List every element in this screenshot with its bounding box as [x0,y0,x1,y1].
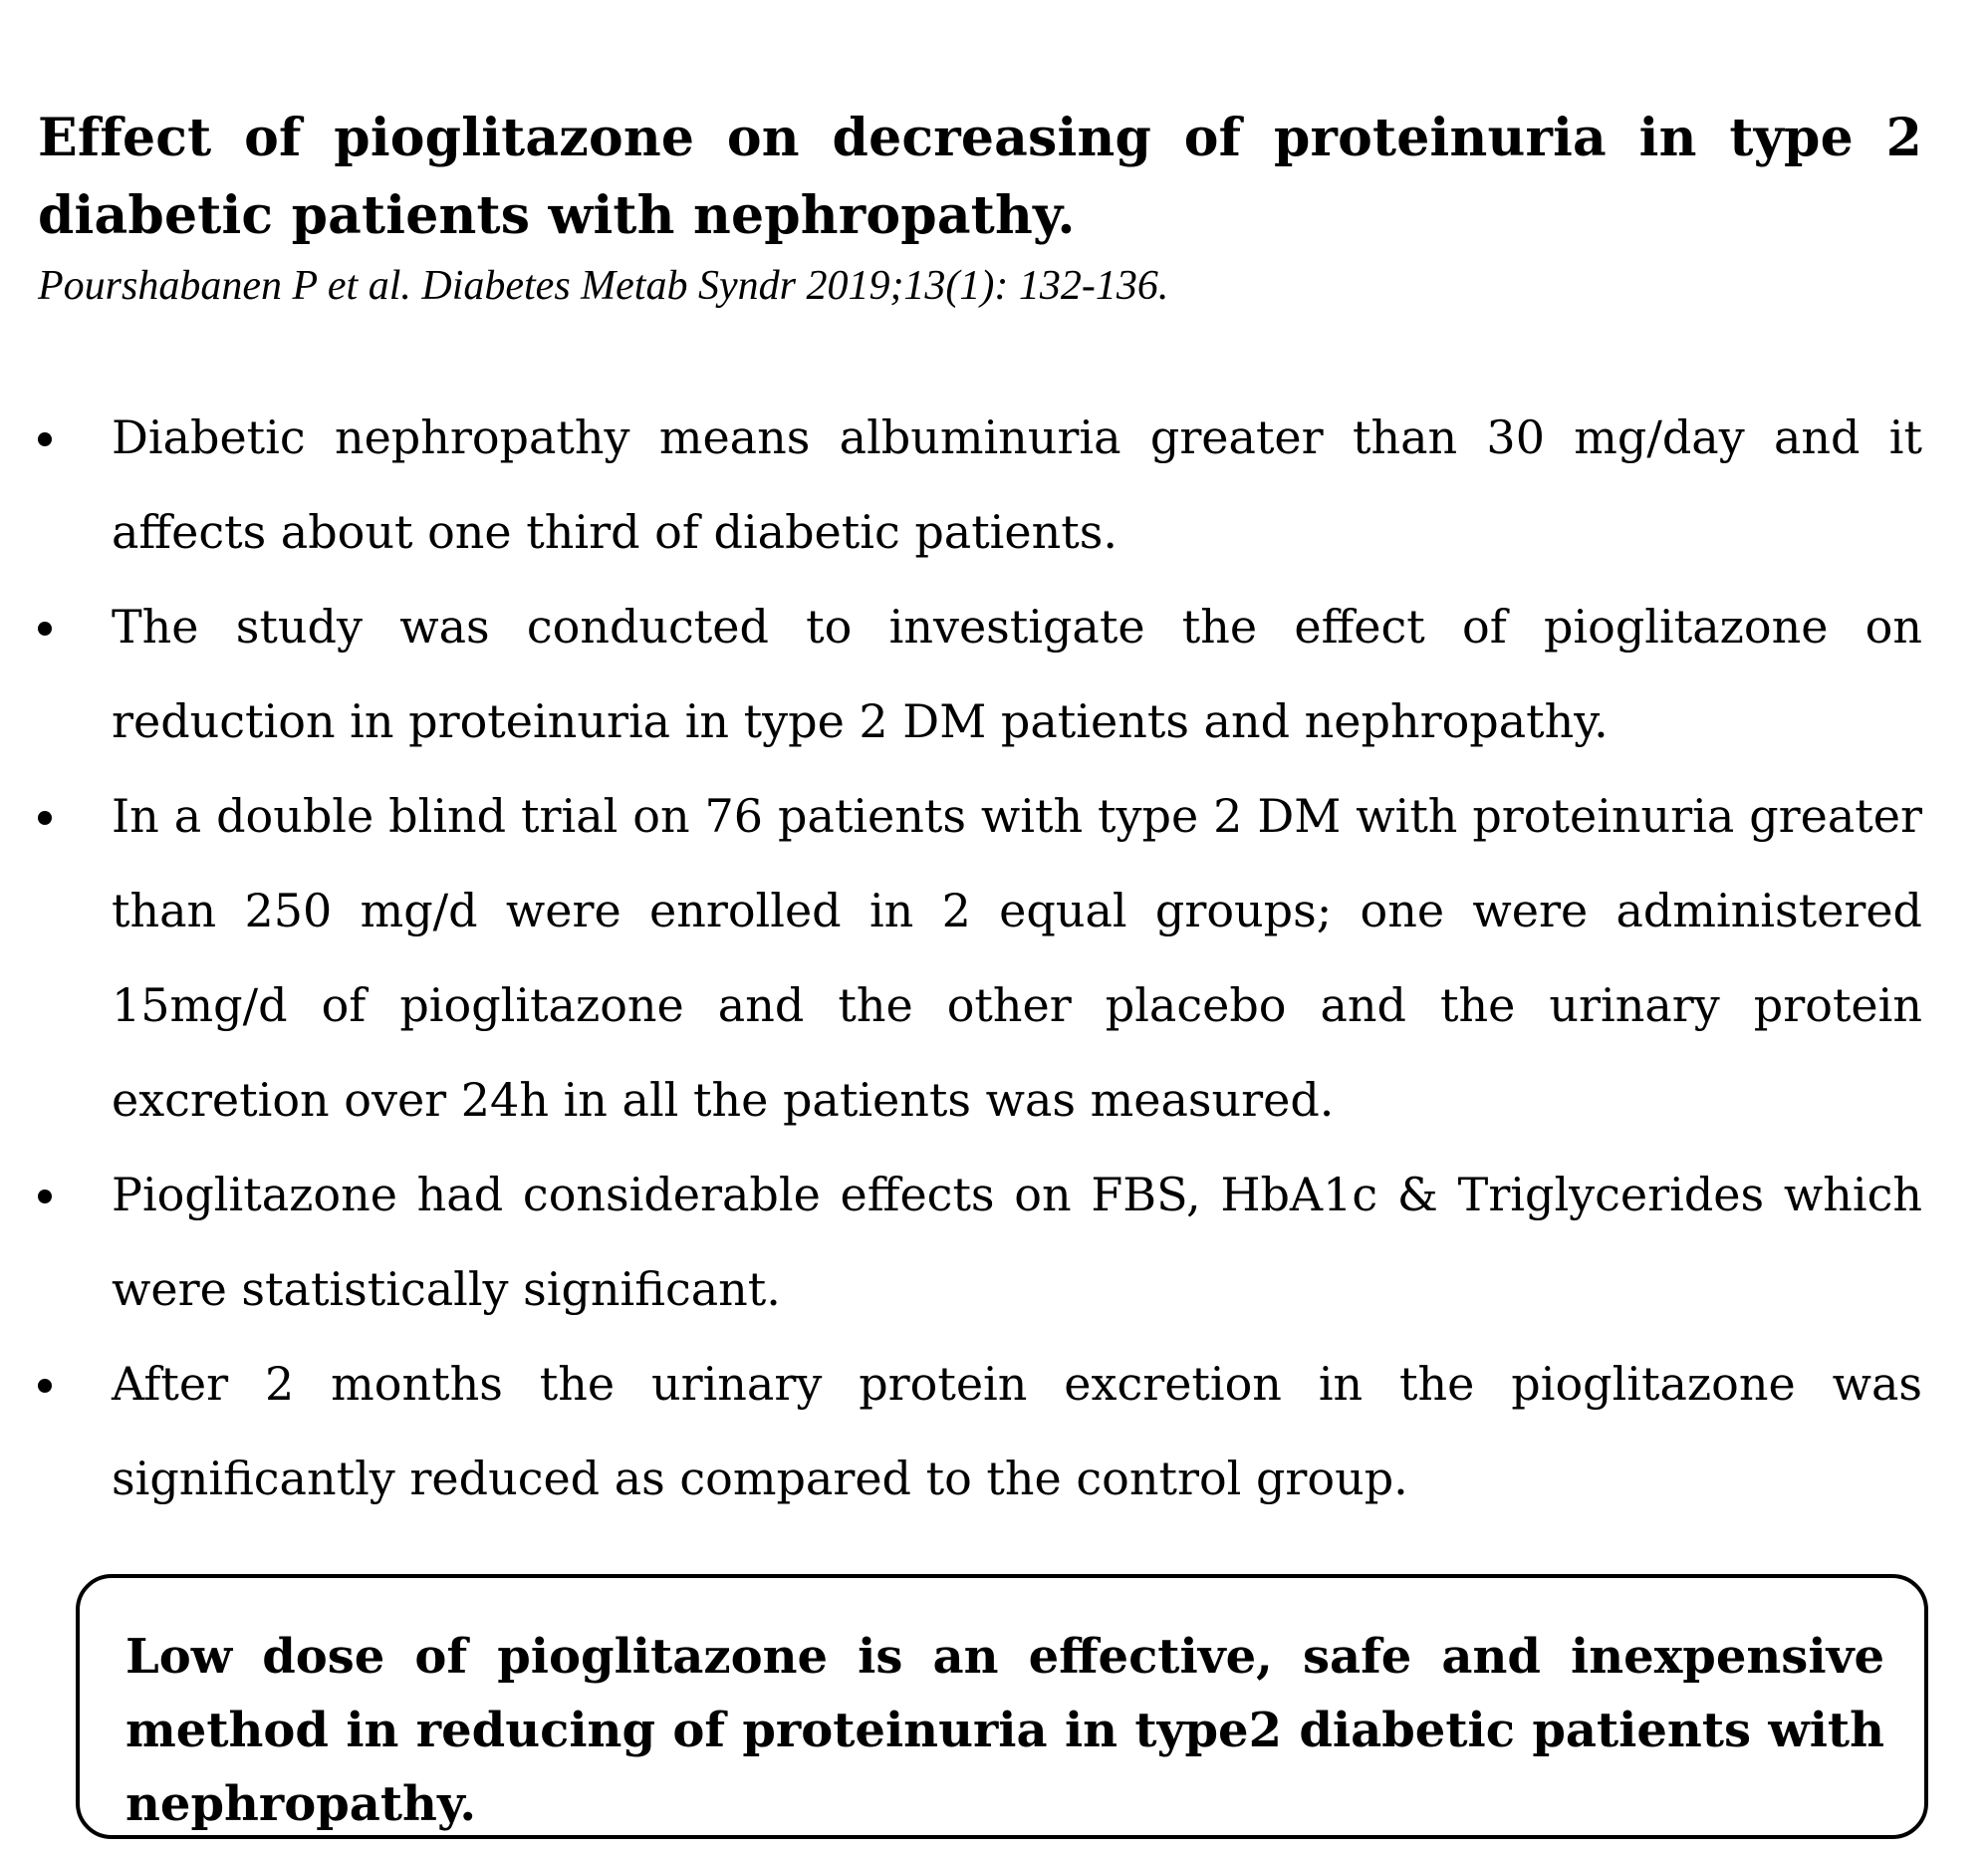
bullet-text: Diabetic nephropathy means albuminuria greater than 30 mg/day and it affects about one third of diabetic patients. [112,410,1922,559]
conclusion-text: Low dose of pioglitazone is an effective, safe and inexpensive method in reducing of proteinuria in type2 diabetic patients with nephropathy. [125,1629,1884,1832]
citation: Pourshabanen P et al. Diabetes Metab Syndr 2019;13(1): 132-136. [38,263,1169,309]
bullet-dot-icon [38,1190,52,1203]
bullet-dot-icon [38,432,52,446]
bullet-text: The study was conducted to investigate the effect of pioglitazone on reduction in proteinuria in type 2 DM patients and nephropathy. [112,600,1922,748]
bullet-text: In a double blind trial on 76 patients with type 2 DM with proteinuria greater than 250 mg/d were enrolled in 2 equal groups; one were administered 15mg/d of pioglitazone and the other placebo and the urinary protein excretion over 24h in all the patients was measured. [112,789,1922,1127]
bullet-text: After 2 months the urinary protein excretion in the pioglitazone was significantly reduced as compared to the control group. [112,1357,1922,1505]
conclusion-box [76,1574,1928,1839]
bullet-dot-icon [38,811,52,825]
bullet-dot-icon [38,1379,52,1393]
bullet-item-3 [0,769,1988,1148]
bullet-item-4 [0,1148,1988,1337]
bullet-dot-icon [38,622,52,636]
bullet-item-1 [0,391,1988,580]
bullet-item-5 [0,1337,1988,1526]
document-title: Effect of pioglitazone on decreasing of proteinuria in type 2 diabetic patients with nephropathy. [38,108,1922,246]
bullet-text: Pioglitazone had considerable effects on FBS, HbA1c & Triglycerides which were statistically significant. [112,1168,1922,1316]
bullet-list [0,391,1988,1526]
bullet-item-2 [0,580,1988,769]
